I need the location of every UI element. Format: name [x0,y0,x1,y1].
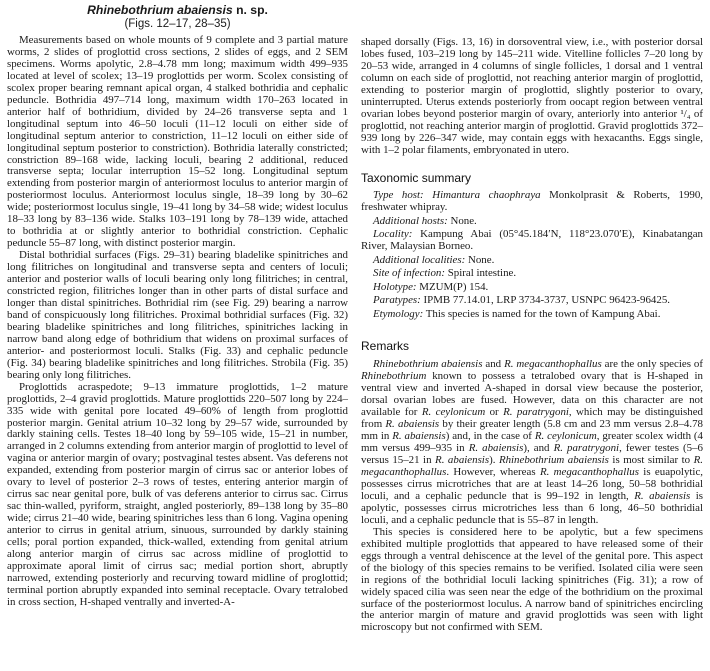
taxonomic-item [361,255,703,267]
taxon-name: Rhinebothrium [361,370,427,383]
taxon-name: R. abaiensis [385,418,440,431]
taxonomic-item-label: Site of infection: [373,267,445,280]
taxon-name: R. abaiensis [468,442,524,455]
taxon-name: R. abaiensis [435,454,490,467]
taxonomic-item-label: Paratypes: [373,294,421,307]
description-paragraph-1: Measurements based on whole mounts of 9 complete and 3 partial mature worms, 2 slides of proglottid cross sections, 2 slides of eggs, and 2 SEM specimens. Worms apolytic, 2.8–4.78 mm long; maximum width 499–935 located at level of scolex; 13–19 proglottids per worm. Scolex consisting of scolex proper bearing remnant apical organ, 4 stalked bothridia and cephalic peduncle. Bothridia 497–714 long, maximum width 170–263 located in anterior half of bothridium, divided by 24–26 transverse septa and 1 longitudinal septum into 46–50 loculi (11–12 loculi on either side of longitudinal septum anterior to constriction, 11–12 loculi on either side of longitudinal septum posterior to constriction). Bothridia laterally constricted; constriction 89–168 wide, lacking loculi, bearing 2 additional, reduced transverse septa; locular interruption 15–52 long. Longitudinal septum extending from posterior margin of anteriormost loculus to anterior margin of posteriormost loculus. Anteriormost loculus single, 18–39 long by 30–62 wide; posteriormost loculus single, 19–41 long by 34–58 wide; widest loculus 18–33 long by 83–136 wide. Stalks 103–191 long by 78–139 wide, attached to bothridia at or slightly anterior to bothridial constriction. Cephalic peduncle 55–87 long, with distinct posterior margin. [7,34,348,250]
taxonomic-item [361,295,703,307]
taxon-name: R. megacanthophallus [504,358,602,371]
taxon-name: R. abaiensis [392,430,446,443]
text-segment: is apolytic, possesses cirrus microtriches less than 6 long, 46–50 bothridial loculi, and a cephalic peduncle that is 55–87 in length. [361,489,704,526]
species-name: Rhinebothrium abaiensis [87,3,233,17]
taxonomic-item-label: Holotype: [373,280,417,293]
taxon-name: R. ceylonicum [421,406,486,419]
taxonomic-item [361,190,703,214]
description-paragraph-3: Proglottids acraspedote; 9–13 immature proglottids, 1–2 mature proglottids, 2–4 gravid proglottids. Mature proglottids 220–507 long by 224–335 wide with genital pore located 49–60% of length from proglottid posterior margin. Genital atrium 10–32 long by 29–57 wide, surrounded by darkly staining cells. Testes 18–40 long by 59–105 wide, 15–21 in number, arranged in 2 columns extending from anterior margin of proglottid to level of vagina or anterior margin of ovary; postvaginal testes absent. Vas deferens not expanded, extending from posterior margin of cirrus sac or anterior lobes of ovary to level of posterior 2–3 rows of testes, entering anterior margin of cirrus sac near genital pore, bulk of vas deferens anterior to cirrus sac. Cirrus sac thin-walled, pyriform, straight, angled posteriorly, 89–138 long by 35–80 wide; cirrus 21–40 wide, bearing spinitriches less than 6 long. Vagina opening anterior to cirrus in genital atrium, sinuous, surrounded by darkly staining cells; poral portion expanded, thick-walled, extending from genital atrium along anterior margin of cirrus sac across midline of proglottid to approximate aporal limit of cirrus sac; medial portion short, abruptly narrowed, extending posteriorly and recurving toward midline of proglottid; terminal portion abruptly expanded into seminal receptacle. Ovary tetralobed in cross section, H-shaped ventrally and inverted-A- [7,380,348,608]
text-segment: by their greater length (5.8 cm and 23 mm versus 2.8–4.78 mm in [361,418,703,443]
taxonomic-item [361,216,703,228]
taxon-name: R. paratrygoni [553,442,620,455]
text-segment: or [485,406,504,419]
remarks-paragraph-2: This species is considered here to be apolytic, but a few specimens exhibited multiple proglottids that appeared to have released some of their eggs through a ventral dehiscence at the level of the genital pore. This aspect of the biology of this species remains to be verified. Isolated cilia were seen in regions of the bothridial loculi lacking spinitriches (Fig. 31); a row of widely spaced cilia was seen near the edge of the bothridium on the proximal surface of the posteriormost loculus. A narrow band of spinitriches encircling the anterior margin of mature and gravid proglottids was seen with light microscopy but not confirmed with SEM. [361,525,703,634]
taxon-name: R. abaiensis [634,489,691,502]
right-column [361,0,703,634]
taxonomic-item-value: This species is named for the town of Kampung Abai. [423,307,661,320]
taxon-name: R. ceylonicum [534,430,597,443]
taxonomic-item-label: Locality: [373,228,413,241]
taxonomic-item-value: None. [465,253,495,266]
species-status: n. sp. [236,3,268,17]
taxonomic-item-value: MZUM(P) 154. [416,280,489,293]
taxon-name: R. paratrygoni [503,406,569,419]
taxonomic-item-label: Type host: [373,189,424,202]
taxonomic-summary [361,190,703,320]
taxonomic-item-value: None. [447,214,477,227]
taxon-name: Rhinebothrium abaiensis [498,454,609,467]
text-segment: , greater scolex width (4 mm versus 499–935 in [361,430,704,455]
host-species-name: Himantura chaophraya [432,189,541,202]
description-paragraph-2: Distal bothridial surfaces (Figs. 29–31) bearing bladelike spinitriches and long filitriches on longitudinal and transverse septa and centers of loculi; anterior and posterior walls of loculi bearing only long filitriches; in central, constricted region, filitriches longer than in other parts of distal surface and longer than distal spinitriches. Bothridial rim (see Fig. 29) bearing a narrow band of conspicuously long filitriches. Proximal bothridial surfaces (Fig. 32) bearing bladelike spinitriches and long filitriches, spinitriches lacking in narrow band along edge of bothridium that widens on proximal surfaces of anterior- and posteriormost loculi. Stalks (Fig. 33) and cephalic peduncle (Fig. 34) bearing bladelike spinitriches and long filitriches. Strobila (Fig. 35) bearing only long filitriches. [7,249,348,381]
text-segment: ). [489,454,499,467]
text-segment: . However, whereas [446,466,540,479]
taxonomic-item [361,309,703,321]
text-segment: is euapolytic, possesses cirrus microtriches that are at least 14–26 long, 50–58 bothridial loculi, and a cephalic peduncle that is 99–192 in length, [361,466,703,502]
taxon-name: R. megacanthophallus [539,466,639,479]
taxonomic-item-value: Kampung Abai (05°45.184′N, 118°23.070′E), Kinabatangan River, Malaysian Borneo. [361,228,703,253]
taxon-name: R. megacanthophallus [361,454,703,479]
text-segment: are the only species of [601,358,703,371]
taxonomic-item [361,268,703,280]
text-segment: ), and [523,442,554,455]
description-paragraph-3-continued: shaped dorsally (Figs. 13, 16) in dorsoventral view, i.e., with posterior dorsal lobes fused, 103–219 long by 145–211 wide. Vitelline follicles 7–20 long by 20–53 wide, arranged in 4 columns of single follicles, 1 dorsal and 1 ventral column on each side of proglottid, not reaching anterior margin of proglottid, extending to posterior margin of proglottid, slightly posterior to ovary, uninterrupted. Uterus extends posteriorly from oocapt region between ventral ovarian lobes beyond posterior margin of ovary, anteriorly into anterior ¹/₄ of proglottid, not reaching anterior margin of proglottid. Gravid proglottids 372–939 long by 226–347 wide, may contain eggs with hexacanths. Eggs single, with 1–2 polar filaments, embryonated in utero. [361,36,703,156]
text-segment: and [482,358,505,371]
remarks-heading: Remarks [361,338,410,353]
taxonomic-item [361,282,703,294]
text-segment: , fewer testes (5–6 versus 15–21 in [361,442,703,467]
text-segment: , which may be distinguished from [361,406,704,431]
species-title [7,3,348,17]
figure-reference: (Figs. 12–17, 28–35) [124,18,231,30]
text-segment: known to possess a tetralobed ovary that is H-shaped in ventral view and inverted A-shaped in dorsal view because the posterior, dorsal ovarian lobes are fused. However, data on this character are not available for [361,370,703,419]
text-segment: is most similar to [608,454,694,467]
taxonomic-item-label: Etymology: [373,307,424,320]
taxonomic-item [361,229,703,253]
taxonomic-item-label: Additional localities: [373,253,466,266]
left-column [7,0,348,609]
taxonomic-item-value: IPMB 77.14.01, LRP 3734-3737, USNPC 96423-96425. [420,294,670,307]
taxonomic-item-value: Monkolprasit & Roberts, 1990, freshwater whipray. [361,189,703,214]
text-segment: ) and, in the case of [445,430,535,443]
remarks-paragraph-1 [361,359,703,526]
taxonomic-summary-heading: Taxonomic summary [361,170,472,185]
taxon-name: Rhinebothrium abaiensis [373,358,483,371]
taxonomic-item-value: Spiral intestine. [444,267,517,280]
taxonomic-item-label: Additional hosts: [373,214,448,227]
